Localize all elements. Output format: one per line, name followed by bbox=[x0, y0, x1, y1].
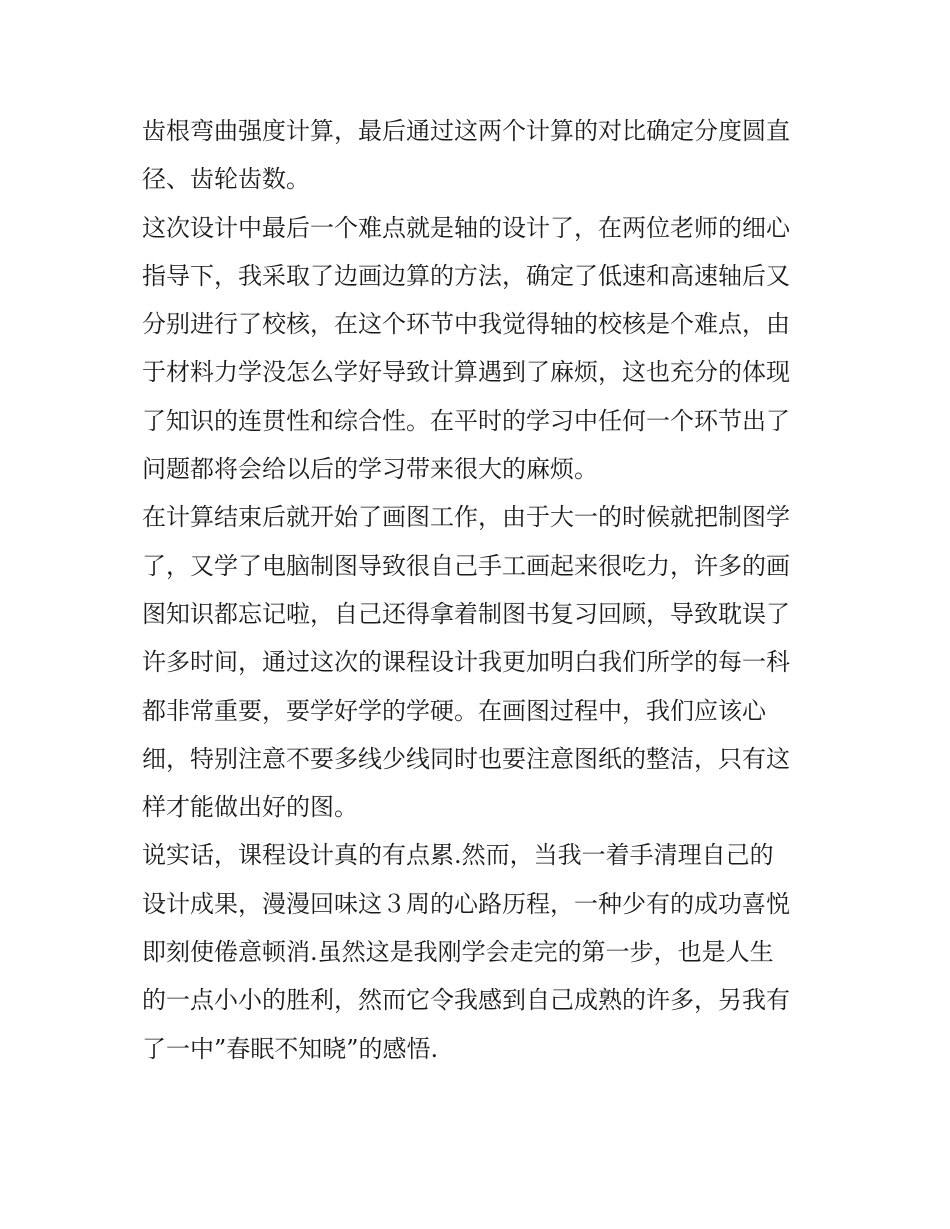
text-line: 都非常重要，要学好学的学硬。在画图过程中，我们应该心 bbox=[142, 696, 766, 725]
text-line: 分别进行了校核，在这个环节中我觉得轴的校核是个难点，由 bbox=[142, 310, 790, 339]
text-line: 于材料力学没怎么学好导致计算遇到了麻烦，这也充分的体现 bbox=[142, 358, 790, 387]
text-line: 细，特别注意不要多线少线同时也要注意图纸的整洁，只有这 bbox=[142, 744, 790, 773]
text-line: 图知识都忘记啦，自己还得拿着制图书复习回顾，导致耽误了 bbox=[142, 599, 790, 628]
text-line: 样才能做出好的图。 bbox=[142, 793, 358, 822]
text-line: 许多时间，通过这次的课程设计我更加明白我们所学的每一科 bbox=[142, 648, 790, 677]
text-line: 即刻使倦意顿消.虽然这是我刚学会走完的第一步，也是人生 bbox=[142, 938, 774, 967]
text-line: 的一点小小的胜利，然而它令我感到自己成熟的许多，另我有 bbox=[142, 986, 790, 1015]
text-line: 了，又学了电脑制图导致很自己手工画起来很吃力，许多的画 bbox=[142, 551, 790, 580]
text-line: 在计算结束后就开始了画图工作，由于大一的时候就把制图学 bbox=[142, 503, 790, 532]
text-line: 了一中”春眠不知晓”的感悟. bbox=[142, 1034, 439, 1063]
body-text bbox=[142, 107, 814, 1073]
text-line: 这次设计中最后一个难点就是轴的设计了，在两位老师的细心 bbox=[142, 213, 790, 242]
text-line: 了知识的连贯性和综合性。在平时的学习中任何一个环节出了 bbox=[142, 406, 790, 435]
text-line: 径、齿轮齿数。 bbox=[142, 165, 310, 194]
text-line: 指导下，我采取了边画边算的方法，确定了低速和高速轴后又 bbox=[142, 261, 790, 290]
text-line: 设计成果，漫漫回味这３周的心路历程，一种少有的成功喜悦 bbox=[142, 889, 790, 918]
text-line: 问题都将会给以后的学习带来很大的麻烦。 bbox=[142, 455, 598, 484]
text-line: 说实话，课程设计真的有点累.然而，当我一着手清理自己的 bbox=[142, 841, 774, 870]
text-line: 齿根弯曲强度计算，最后通过这两个计算的对比确定分度圆直 bbox=[142, 117, 790, 145]
